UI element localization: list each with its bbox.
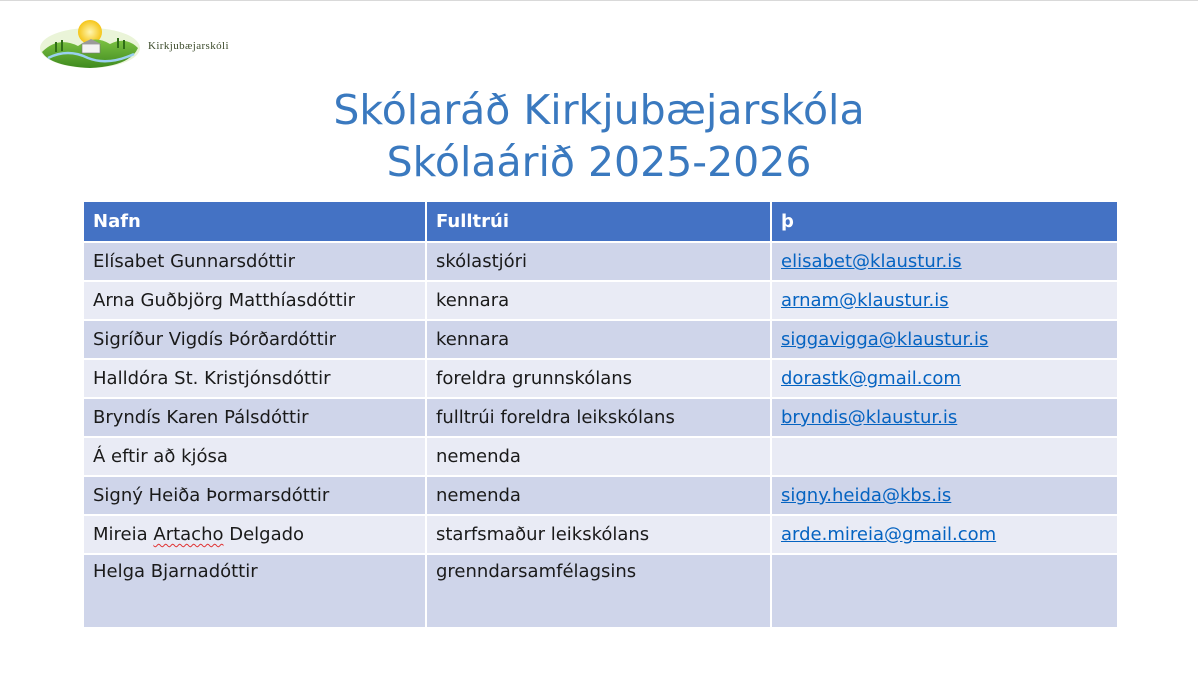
member-name: Signý Heiða Þormarsdóttir: [83, 476, 426, 515]
title-line-1: Skólaráð Kirkjubæjarskóla: [333, 86, 865, 134]
slide-top-border: [0, 0, 1198, 1]
member-email-link[interactable]: arde.mireia@gmail.com: [781, 524, 997, 545]
member-name: Bryndís Karen Pálsdóttir: [83, 398, 426, 437]
table-row: [83, 242, 1118, 281]
table-row: [83, 554, 1118, 628]
member-role: fulltrúi foreldra leikskólans: [426, 398, 771, 437]
member-role: grenndarsamfélagsins: [426, 554, 771, 628]
member-name: Halldóra St. Kristjónsdóttir: [83, 359, 426, 398]
spellcheck-flagged-word: Artacho: [153, 524, 224, 545]
member-role: kennara: [426, 281, 771, 320]
table-row: [83, 398, 1118, 437]
member-email-link[interactable]: signy.heida@kbs.is: [781, 485, 952, 506]
member-email-cell: [771, 554, 1118, 628]
member-role: starfsmaður leikskólans: [426, 515, 771, 554]
column-header-name: Nafn: [83, 201, 426, 242]
column-header-email: þ: [771, 201, 1118, 242]
member-name: Arna Guðbjörg Matthíasdóttir: [83, 281, 426, 320]
member-name-last: Delgado: [223, 524, 305, 545]
member-role: nemenda: [426, 476, 771, 515]
member-email-cell: [771, 320, 1118, 359]
member-name: Elísabet Gunnarsdóttir: [83, 242, 426, 281]
member-name-first: Mireia: [93, 524, 154, 545]
page-title: [0, 84, 1198, 188]
table-row: [83, 476, 1118, 515]
member-role: kennara: [426, 320, 771, 359]
member-name: Sigríður Vigdís Þórðardóttir: [83, 320, 426, 359]
member-email-cell: [771, 398, 1118, 437]
member-email-cell: [771, 437, 1118, 476]
table-row: [83, 320, 1118, 359]
school-council-table: [82, 200, 1119, 629]
table-row: [83, 437, 1118, 476]
member-email-link[interactable]: arnam@klaustur.is: [781, 290, 949, 311]
column-header-role: Fulltrúi: [426, 201, 771, 242]
landscape-logo-icon: [38, 18, 142, 72]
table-row: [83, 281, 1118, 320]
table-row: [83, 515, 1118, 554]
member-email-cell: [771, 242, 1118, 281]
member-email-cell: [771, 476, 1118, 515]
member-role: skólastjóri: [426, 242, 771, 281]
table-row: [83, 359, 1118, 398]
member-email-cell: [771, 515, 1118, 554]
member-name: Á eftir að kjósa: [83, 437, 426, 476]
school-logo: [38, 18, 278, 74]
member-name: [83, 515, 426, 554]
member-name: Helga Bjarnadóttir: [83, 554, 426, 628]
member-email-cell: [771, 281, 1118, 320]
table-header-row: [83, 201, 1118, 242]
member-role: nemenda: [426, 437, 771, 476]
member-email-link[interactable]: dorastk@gmail.com: [781, 368, 961, 389]
school-name-logo-text: Kirkjubæjarskóli: [148, 40, 229, 52]
member-email-cell: [771, 359, 1118, 398]
member-email-link[interactable]: siggavigga@klaustur.is: [781, 329, 989, 350]
title-line-2: Skólaárið 2025-2026: [386, 138, 812, 186]
member-email-link[interactable]: bryndis@klaustur.is: [781, 407, 958, 428]
member-email-link[interactable]: elisabet@klaustur.is: [781, 251, 962, 272]
member-role: foreldra grunnskólans: [426, 359, 771, 398]
